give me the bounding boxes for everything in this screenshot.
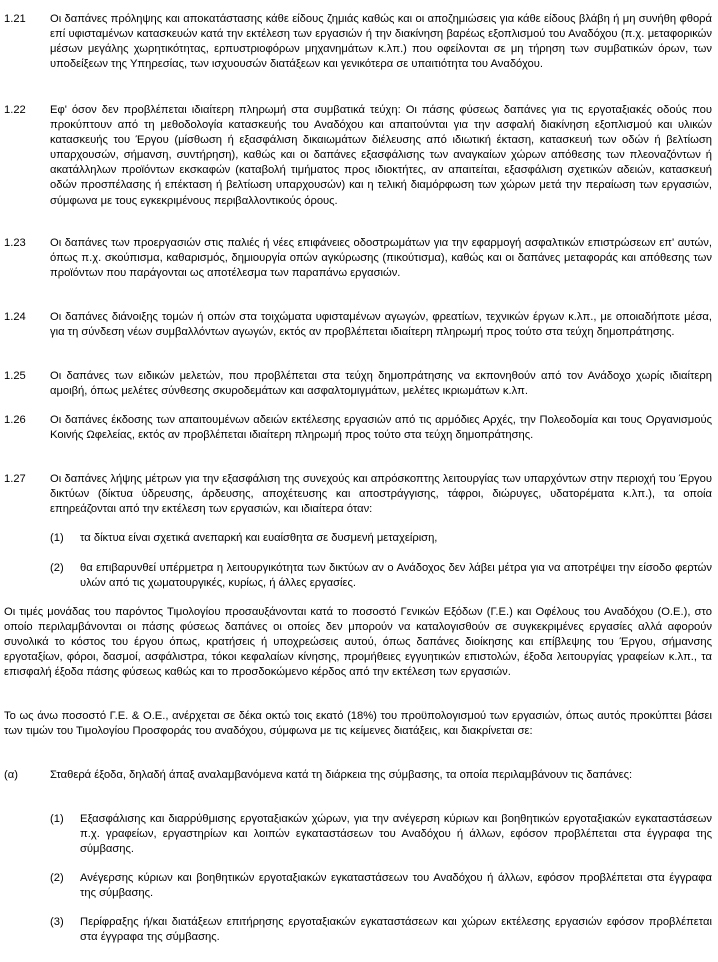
section-body: Σταθερά έξοδα, δηλαδή άπαξ αναλαμβανόμενα κατά τη διάρκεια της σύμβασης, τα οποία περιλαμβάνουν τις δαπάνες: — [50, 769, 633, 781]
clause-body: Οι δαπάνες έκδοσης των απαιτουμένων αδειών εκτέλεσης εργασιών από τις αρμόδιες Αρχές, την Πολεοδομία και τους Οργανισμούς Κοινής Ωφελείας, εκτός αν προβλέπεται ιδιαίτερη πληρωμή προς τούτο στα τεύχη δημοπράτησης. — [50, 414, 712, 442]
list-item-body: τα δίκτυα είναι σχετικά ανεπαρκή και ευαίσθητα σε δυσμενή μεταχείριση, — [80, 532, 438, 544]
clause-number: 1.26 — [4, 414, 26, 426]
list-item-number: (2) — [50, 872, 64, 884]
clause-text — [50, 103, 712, 209]
percentage-paragraph — [4, 709, 712, 739]
clause-number: 1.27 — [4, 473, 26, 485]
list-item-number: (3) — [50, 916, 64, 928]
section-text — [50, 768, 712, 783]
clause-text — [50, 472, 712, 517]
clause-number: 1.24 — [4, 311, 26, 323]
clause-body: Οι δαπάνες διάνοιξης τομών ή οπών στα τοιχώματα υφισταμένων αγωγών, φρεατίων, τεχνικών έργων κ.λπ., με οποιαδήποτε μέσα, για τη σύνδεση νέων συμβαλλόντων αγωγών, εκτός αν προβλέπεται ιδιαίτερη πληρωμή προς τούτο στα τεύχη δημοπράτησης. — [50, 311, 712, 339]
clause-text — [50, 413, 712, 443]
paragraph-body: Το ως άνω ποσοστό Γ.Ε. & Ο.Ε., ανέρχεται σε δέκα οκτώ τοις εκατό (18%) του προϋπολογισμού των εργασιών, όπως αυτός προκύπτει βάσει των τιμών του Τιμολογίου Προσφοράς του αναδόχου, σύμφωνα με τις κείμενες διατάξεις, και διακρίνεται σε: — [4, 710, 712, 738]
list-item-body: Ανέγερσης κύριων και βοηθητικών εργοταξιακών εγκαταστάσεων του Αναδόχου ή άλλων, εφόσον προβλέπεται στα έγγραφα της σύμβασης. — [80, 872, 712, 900]
paragraph-body: Οι τιμές μονάδας του παρόντος Τιμολογίου προσαυξάνονται κατά το ποσοστό Γενικών Εξόδων (Γ.Ε.) και Οφέλους του Αναδόχου (Ο.Ε.), στο οποίο περιλαμβάνονται οι πάσης φύσεως δαπάνες οι οποίες δεν μπορούν να καταλογισθούν σε συγκεκριμένες εργασίες αλλά αφορούν συνολικά το κόστος του έργου όπως, κρατήσεις ή υποχρεώσεις αυτού, όπως δαπάνες διοίκησης και επίβλεψης του Έργου, σήμανσης εργοταξίων, φόροι, δασμοί, ασφάλιστρα, τόκοι κεφαλαίων κίνησης, προμήθειες εγγυητικών επιστολών, έξοδα λειτουργίας γραφείων κ.λπ., τα επισφαλή έξοδα πάσης φύσεως καθώς και το προσδοκώμενο κέρδος από την εκτέλεση των εργασιών. — [4, 606, 712, 679]
list-item-body: Περίφραξης ή/και διατάξεων επιτήρησης εργοταξιακών εγκαταστάσεων και χώρων εκτέλεσης εργασιών εφόσον προβλέπεται στα έγγραφα της σύμβασης. — [80, 916, 712, 944]
clause-text — [50, 12, 712, 72]
clause-body: Οι δαπάνες των προεργασιών στις παλιές ή νέες επιφάνειες οδοστρωμάτων για την εφαρμογή ασφαλτικών επιστρώσεων επ' αυτών, όπως π.χ. σκούπισμα, καθαρισμός, δημιουργία οπών αγκύρωσης (πικούτισμα), καθώς και οι δαπάνες μεταφοράς και απόθεσης των προϊόντων που παράγονται ως αποτέλεσμα των παραπάνω εργασιών. — [50, 237, 712, 280]
section-number: (α) — [4, 769, 18, 781]
list-item-body: θα επιβαρυνθεί υπέρμετρα η λειτουργικότητα των δικτύων αν ο Ανάδοχος δεν λάβει μέτρα για να αποτρέψει την είσοδο φερτών υλών από τις χωματουργικές, κυρίως, ή άλλες εργασίες. — [80, 562, 712, 590]
clause-number: 1.25 — [4, 370, 26, 382]
clause-number: 1.23 — [4, 237, 26, 249]
clause-number: 1.21 — [4, 13, 26, 25]
clause-body: Οι δαπάνες λήψης μέτρων για την εξασφάλιση της συνεχούς και απρόσκοπτης λειτουργίας των υπαρχόντων στην περιοχή του Έργου δικτύων (δίκτυα ύδρευσης, άρδευσης, αποχέτευσης και αποστράγγισης, τάφροι, διώρυγες, υδατορέματα κ.λπ.), τα οποία επηρεάζονται από την εκτέλεση των εργασιών, και ιδιαίτερα όταν: — [50, 473, 712, 516]
general-expenses-paragraph — [4, 605, 712, 680]
list-item-body: Εξασφάλισης και διαρρύθμισης εργοταξιακών χώρων, για την ανέγερση κύριων και βοηθητικών εργοταξιακών εγκαταστάσεων π.χ. γραφείων, εργαστηρίων και λοιπών εγκαταστάσεων του Αναδόχου ή άλλων, εφόσον προβλέπεται στα έγγραφα της σύμβασης. — [80, 813, 712, 856]
list-item-text — [80, 812, 712, 857]
clause-number: 1.22 — [4, 104, 26, 116]
clause-body: Εφ' όσον δεν προβλέπεται ιδιαίτερη πληρωμή στα συμβατικά τεύχη: Οι πάσης φύσεως δαπάνες για τις εργοταξιακές οδούς που προκύπτουν από τη μεθοδολογία κατασκευής του Αναδόχου και απαιτούνται για την ασφαλή διακίνηση εξοπλισμού και υλικών κατασκευής του Έργου (μίσθωση ή εξασφάλιση δικαιωμάτων διέλευσης από ιδιωτική έκταση, κατασκευή των οδών ή βελτίωση υπαρχουσών, σήμανση, συντήρηση), καθώς και οι δαπάνες εξασφάλισης των αναγκαίων χώρων απόθεσης των πλεοναζόντων ή ακατάλληλων προϊόντων εκσκαφών (καταβολή τιμήματος προς ιδιοκτήτες, αν απαιτείται, εξασφάλιση σχετικών αδειών, κατασκευή οδών προσπέλασης ή επέκταση ή βελτίωση υπαρχουσών) και η τελική διαμόρφωση των χώρων μετά την περαίωση των εργασιών, σύμφωνα με τους εγκεκριμένους περιβαλλοντικούς όρους. — [50, 104, 712, 207]
list-item-number: (1) — [50, 532, 64, 544]
list-item-text — [80, 531, 712, 546]
list-item-text — [80, 561, 712, 591]
clause-text — [50, 369, 712, 399]
list-item-text — [80, 915, 712, 945]
clause-text — [50, 236, 712, 281]
clause-body: Οι δαπάνες των ειδικών μελετών, που προβλέπεται στα τεύχη δημοπράτησης να εκπονηθούν από τον Ανάδοχο χωρίς ιδιαίτερη αμοιβή, όπως μελέτες σύνθεσης σκυροδεμάτων και ασφαλτομιγμάτων, μελέτες ικριωμάτων κ.λπ. — [50, 370, 712, 398]
list-item-number: (1) — [50, 813, 64, 825]
clause-text — [50, 310, 712, 340]
list-item-number: (2) — [50, 562, 64, 574]
list-item-text — [80, 871, 712, 901]
clause-body: Οι δαπάνες πρόληψης και αποκατάστασης κάθε είδους ζημιάς καθώς και οι αποζημιώσεις για κάθε είδους βλάβη ή μη συνήθη φθορά επί υφισταμένων κατασκευών κατά την εκτέλεση των εργασιών ή την διακίνηση βαρέως εξοπλισμού του Αναδόχου (π.χ. μεταφορικών μέσων μεγάλης χωρητικότητας, ερπυστριοφόρων μηχανημάτων κ.λπ.) που οφείλονται σε μη τήρηση των συμβατικών όρων, των υποδείξεων της Υπηρεσίας, των ισχυουσών διατάξεων και γενικότερα σε υπαιτιότητα του Αναδόχου. — [50, 13, 712, 71]
